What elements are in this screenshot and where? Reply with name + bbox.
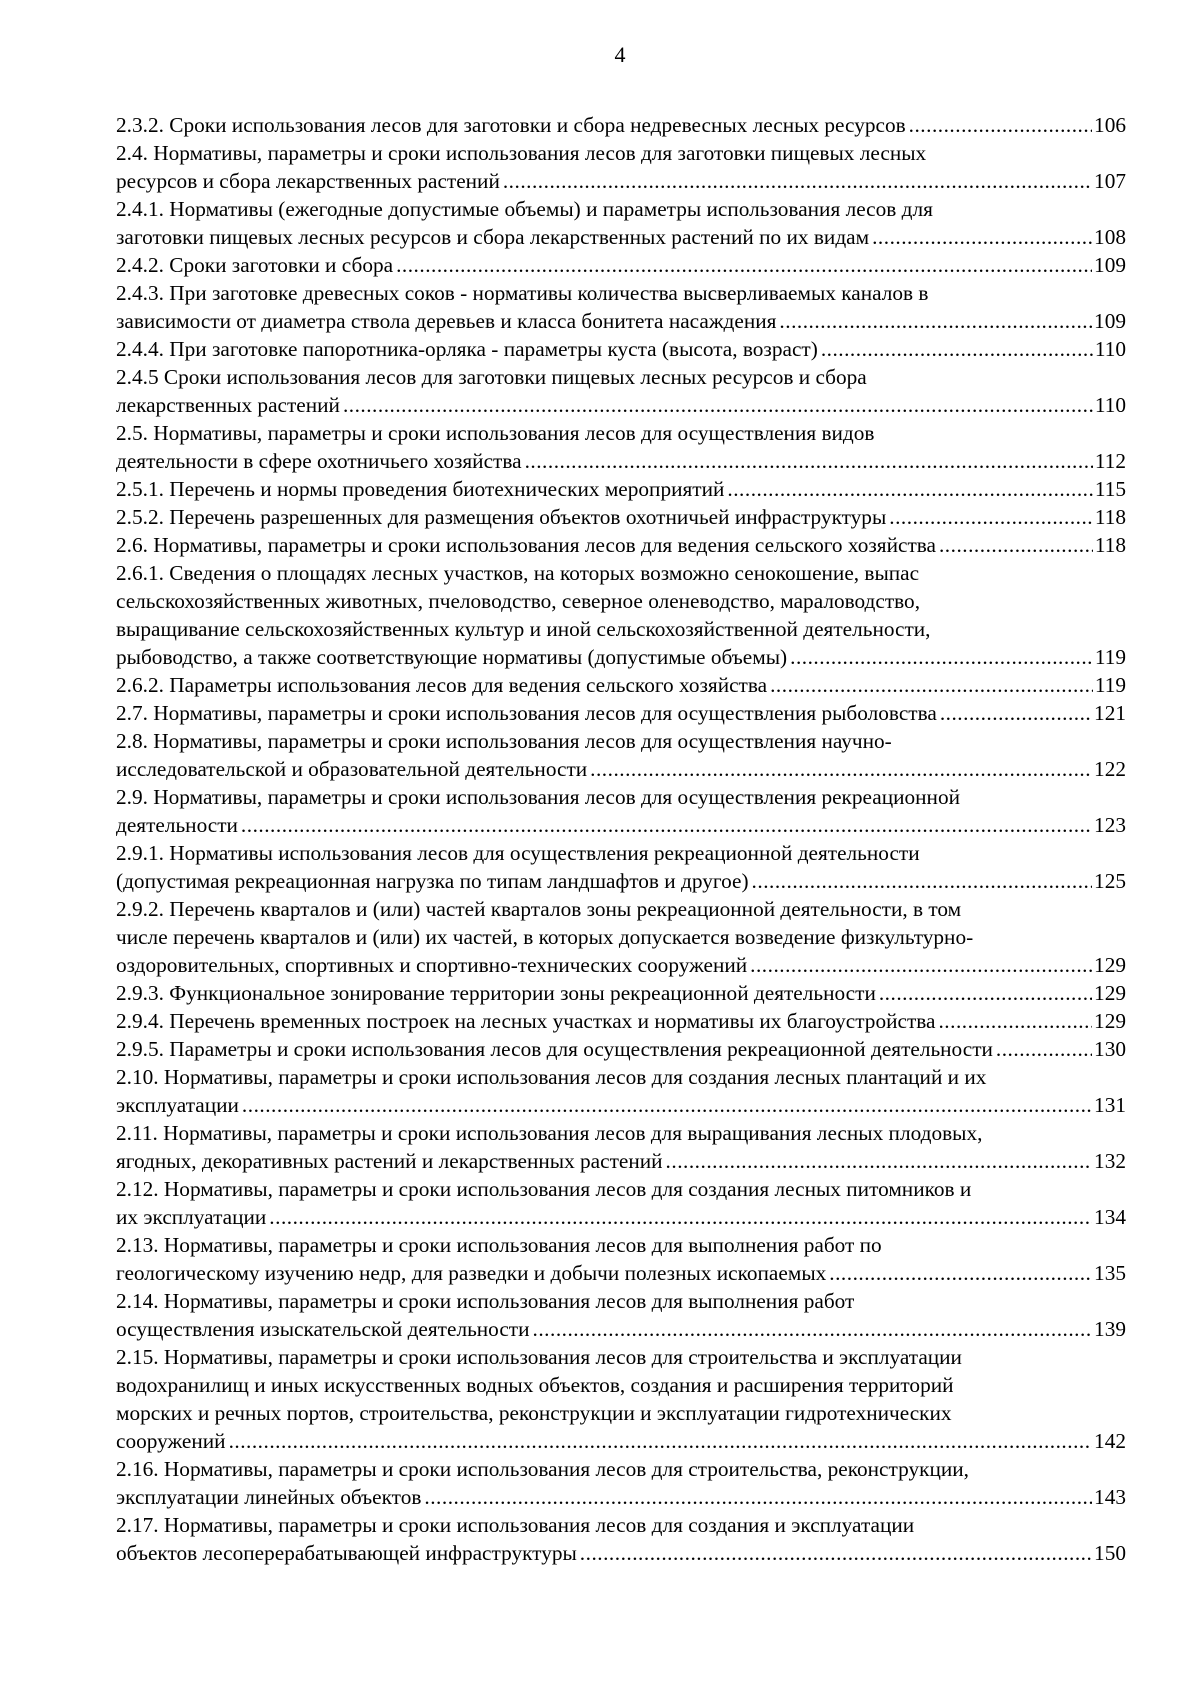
toc-entry-text: 2.6.2. Параметры использования лесов для ведения сельского хозяйства: [116, 673, 768, 697]
toc-page-number: 135: [1094, 1261, 1126, 1285]
toc-entry-text: 2.7. Нормативы, параметры и сроки использования лесов для осуществления рыболовства: [116, 701, 937, 725]
toc-page-number: 131: [1094, 1093, 1126, 1117]
toc-entry-text: исследовательской и образовательной деятельности: [116, 757, 588, 781]
dot-leader: [879, 979, 1092, 1007]
toc-entry[interactable]: [116, 1343, 1126, 1455]
toc-entry-line: [116, 391, 1126, 419]
toc-entry-text: 2.12. Нормативы, параметры и сроки использования лесов для создания лесных питомников и: [116, 1177, 972, 1201]
toc-entry-text: ягодных, декоративных растений и лекарственных растений: [116, 1149, 663, 1173]
toc-entry-text: 2.5.1. Перечень и нормы проведения биотехнических мероприятий: [116, 477, 725, 501]
toc-entry-text: 2.15. Нормативы, параметры и сроки использования лесов для строительства и эксплуатации: [116, 1345, 962, 1369]
toc-entry[interactable]: [116, 1287, 1126, 1343]
toc-entry-line: [116, 895, 1126, 923]
dot-leader: [938, 1007, 1092, 1035]
toc-entry-text: 2.9.2. Перечень кварталов и (или) частей кварталов зоны рекреационной деятельности, в том: [116, 897, 962, 921]
toc-entry-line: [116, 755, 1126, 783]
toc-entry-line: [116, 783, 1126, 811]
toc-entry[interactable]: [116, 1455, 1126, 1511]
dot-leader: [770, 671, 1093, 699]
toc-entry-text: выращивание сельскохозяйственных культур и иной сельскохозяйственной деятельности,: [116, 617, 931, 641]
toc-entry[interactable]: [116, 419, 1126, 475]
toc-entry-line: [116, 979, 1126, 1007]
toc-entry-line: [116, 251, 1126, 279]
toc-entry-line: [116, 1371, 1126, 1399]
toc-entry-line: [116, 923, 1126, 951]
toc-entry[interactable]: [116, 531, 1126, 559]
toc-entry-text: 2.9. Нормативы, параметры и сроки использования лесов для осуществления рекреационной: [116, 785, 961, 809]
dot-leader: [241, 811, 1092, 839]
toc-entry-text: деятельности: [116, 813, 238, 837]
toc-entry[interactable]: [116, 251, 1126, 279]
toc-entry-text: (допустимая рекреационная нагрузка по типам ландшафтов и другое): [116, 869, 749, 893]
toc-entry-line: [116, 475, 1126, 503]
toc-entry-line: [116, 1259, 1126, 1287]
toc-entry[interactable]: [116, 1511, 1126, 1567]
toc-entry[interactable]: [116, 503, 1126, 531]
toc-entry-line: [116, 1315, 1126, 1343]
toc-entry-line: [116, 1455, 1126, 1483]
toc-entry-text: геологическому изучению недр, для разведки и добычи полезных ископаемых: [116, 1261, 827, 1285]
dot-leader: [242, 1091, 1092, 1119]
toc-entry-line: [116, 1203, 1126, 1231]
dot-leader: [229, 1427, 1092, 1455]
toc-page-number: 129: [1094, 981, 1126, 1005]
toc-entry[interactable]: [116, 699, 1126, 727]
toc-page-number: 106: [1094, 113, 1126, 137]
dot-leader: [790, 643, 1093, 671]
toc-entry-text: 2.9.1. Нормативы использования лесов для осуществления рекреационной деятельности: [116, 841, 920, 865]
toc-entry-text: 2.5. Нормативы, параметры и сроки использования лесов для осуществления видов: [116, 421, 875, 445]
dot-leader: [752, 867, 1093, 895]
toc-entry-text: 2.4.1. Нормативы (ежегодные допустимые объемы) и параметры использования лесов для: [116, 197, 933, 221]
toc-page-number: 118: [1094, 505, 1126, 529]
toc-entry[interactable]: [116, 363, 1126, 419]
toc-page-number: 109: [1094, 253, 1126, 277]
toc-entry-line: [116, 503, 1126, 531]
toc-entry[interactable]: [116, 895, 1126, 979]
toc-entry-line: [116, 363, 1126, 391]
toc-entry[interactable]: [116, 139, 1126, 195]
dot-leader: [525, 447, 1093, 475]
dot-leader: [996, 1035, 1092, 1063]
toc-entry-line: [116, 1147, 1126, 1175]
toc-entry-line: [116, 1399, 1126, 1427]
dot-leader: [889, 503, 1093, 531]
toc-entry-line: [116, 307, 1126, 335]
toc-entry-line: [116, 111, 1126, 139]
toc-entry-text: рыбоводство, а также соответствующие нормативы (допустимые объемы): [116, 645, 788, 669]
toc-entry-text: 2.4.2. Сроки заготовки и сбора: [116, 253, 394, 277]
toc-entry-text: 2.4.5 Сроки использования лесов для заготовки пищевых лесных ресурсов и сбора: [116, 365, 867, 389]
toc-entry-line: [116, 643, 1126, 671]
toc-page-number: 129: [1094, 1009, 1126, 1033]
toc-entry-text: объектов лесоперерабатывающей инфраструктуры: [116, 1541, 577, 1565]
toc-entry-text: 2.5.2. Перечень разрешенных для размещения объектов охотничьей инфраструктуры: [116, 505, 887, 529]
toc-page-number: 142: [1094, 1429, 1126, 1453]
toc-entry-text: водохранилищ и иных искусственных водных объектов, создания и расширения территорий: [116, 1373, 954, 1397]
dot-leader: [727, 475, 1092, 503]
toc-entry-text: 2.17. Нормативы, параметры и сроки использования лесов для создания и эксплуатации: [116, 1513, 915, 1537]
toc-entry-line: [116, 1091, 1126, 1119]
toc-entry-text: эксплуатации: [116, 1093, 239, 1117]
toc-entry-line: [116, 1287, 1126, 1315]
toc-entry-text: 2.9.3. Функциональное зонирование территории зоны рекреационной деятельности: [116, 981, 876, 1005]
toc-entry-text: 2.9.5. Параметры и сроки использования лесов для осуществления рекреационной деятельности: [116, 1037, 993, 1061]
dot-leader: [269, 1203, 1092, 1231]
toc-page-number: 134: [1094, 1205, 1126, 1229]
toc-entry-text: морских и речных портов, строительства, реконструкции и эксплуатации гидротехнических: [116, 1401, 952, 1425]
toc-entry-line: [116, 839, 1126, 867]
toc-entry[interactable]: [116, 1063, 1126, 1119]
toc-entry-line: [116, 727, 1126, 755]
toc-entry-text: лекарственных растений: [116, 393, 340, 417]
toc-page-number: 118: [1094, 533, 1126, 557]
toc-entry-line: [116, 1483, 1126, 1511]
toc-page-number: 110: [1094, 393, 1126, 417]
toc-entry-line: [116, 1063, 1126, 1091]
toc-entry-line: [116, 951, 1126, 979]
toc-entry-line: [116, 1007, 1126, 1035]
toc-entry[interactable]: [116, 279, 1126, 335]
toc-page-number: 132: [1094, 1149, 1126, 1173]
toc-page-number: 125: [1094, 869, 1126, 893]
toc-entry-text: сельскохозяйственных животных, пчеловодство, северное оленеводство, мараловодство,: [116, 589, 921, 613]
dot-leader: [396, 251, 1092, 279]
toc-page-number: 130: [1094, 1037, 1126, 1061]
toc-entry-line: [116, 1539, 1126, 1567]
toc-entry[interactable]: [116, 671, 1126, 699]
toc-entry[interactable]: [116, 1175, 1126, 1231]
dot-leader: [750, 951, 1092, 979]
toc-entry-line: [116, 867, 1126, 895]
dot-leader: [821, 335, 1093, 363]
toc-entry-line: [116, 1035, 1126, 1063]
toc-entry-text: 2.16. Нормативы, параметры и сроки использования лесов для строительства, реконструкции,: [116, 1457, 969, 1481]
toc-entry-line: [116, 1343, 1126, 1371]
toc-page-number: 115: [1094, 477, 1126, 501]
toc-entry-text: 2.9.4. Перечень временных построек на лесных участках и нормативы их благоустройства: [116, 1009, 936, 1033]
toc-entry[interactable]: [116, 559, 1126, 671]
toc-entry-line: [116, 559, 1126, 587]
dot-leader: [909, 111, 1092, 139]
toc-entry[interactable]: [116, 1007, 1126, 1035]
toc-entry-text: эксплуатации линейных объектов: [116, 1485, 422, 1509]
toc-entry-line: [116, 699, 1126, 727]
dot-leader: [424, 1483, 1092, 1511]
toc-entry-text: 2.11. Нормативы, параметры и сроки использования лесов для выращивания лесных плодовых,: [116, 1121, 983, 1145]
toc-entry[interactable]: [116, 1231, 1126, 1287]
toc-entry-line: [116, 279, 1126, 307]
toc-entry-text: 2.10. Нормативы, параметры и сроки использования лесов для создания лесных плантаций и их: [116, 1065, 987, 1089]
toc-entry-text: деятельности в сфере охотничьего хозяйства: [116, 449, 522, 473]
toc-page-number: 121: [1094, 701, 1126, 725]
toc-entry[interactable]: [116, 475, 1126, 503]
toc-entry[interactable]: [116, 839, 1126, 895]
toc-entry-line: [116, 1175, 1126, 1203]
toc-page-number: 123: [1094, 813, 1126, 837]
toc-entry-line: [116, 419, 1126, 447]
toc-page-number: 122: [1094, 757, 1126, 781]
toc-entry-line: [116, 811, 1126, 839]
toc-entry-text: заготовки пищевых лесных ресурсов и сбора лекарственных растений по их видам: [116, 225, 870, 249]
toc-page-number: 129: [1094, 953, 1126, 977]
toc-page-number: 119: [1094, 673, 1126, 697]
toc-entry-line: [116, 1119, 1126, 1147]
toc-entry-line: [116, 167, 1126, 195]
toc-entry-text: 2.6. Нормативы, параметры и сроки использования лесов для ведения сельского хозяйства: [116, 533, 936, 557]
toc-entry-text: 2.4.3. При заготовке древесных соков - нормативы количества высверливаемых каналов в: [116, 281, 929, 305]
toc-entry-line: [116, 447, 1126, 475]
toc-entry[interactable]: [116, 1035, 1126, 1063]
dot-leader: [533, 1315, 1093, 1343]
dot-leader: [829, 1259, 1092, 1287]
toc-page-number: 108: [1094, 225, 1126, 249]
toc-entry-text: оздоровительных, спортивных и спортивно-технических сооружений: [116, 953, 748, 977]
toc-entry-text: их эксплуатации: [116, 1205, 267, 1229]
toc-entry-text: 2.8. Нормативы, параметры и сроки использования лесов для осуществления научно-: [116, 729, 892, 753]
toc-entry-text: 2.3.2. Сроки использования лесов для заготовки и сбора недревесных лесных ресурсов: [116, 113, 906, 137]
toc-page-number: 112: [1094, 449, 1126, 473]
toc-page-number: 150: [1094, 1541, 1126, 1565]
dot-leader: [580, 1539, 1092, 1567]
toc-entry-line: [116, 335, 1126, 363]
toc-entry-line: [116, 139, 1126, 167]
toc-entry-line: [116, 1427, 1126, 1455]
dot-leader: [940, 699, 1092, 727]
toc-page-number: 109: [1094, 309, 1126, 333]
dot-leader: [590, 755, 1092, 783]
toc-entry-text: числе перечень кварталов и (или) их частей, в которых допускается возведение физкультурно-: [116, 925, 974, 949]
dot-leader: [939, 531, 1093, 559]
toc-entry[interactable]: [116, 783, 1126, 839]
toc-entry[interactable]: [116, 1119, 1126, 1175]
toc-entry-line: [116, 195, 1126, 223]
toc-entry-text: 2.6.1. Сведения о площадях лесных участков, на которых возможно сенокошение, выпас: [116, 561, 920, 585]
toc-page-number: 119: [1094, 645, 1126, 669]
dot-leader: [503, 167, 1092, 195]
toc-entry-text: 2.13. Нормативы, параметры и сроки использования лесов для выполнения работ по: [116, 1233, 882, 1257]
toc-page-number: 139: [1094, 1317, 1126, 1341]
toc-entry-line: [116, 531, 1126, 559]
toc-entry-line: [116, 587, 1126, 615]
toc-entry-line: [116, 1511, 1126, 1539]
toc-entry-text: осуществления изыскательской деятельности: [116, 1317, 530, 1341]
table-of-contents: [116, 111, 1126, 1567]
toc-entry[interactable]: [116, 979, 1126, 1007]
toc-entry-line: [116, 615, 1126, 643]
toc-entry[interactable]: [116, 111, 1126, 139]
toc-entry-text: 2.4. Нормативы, параметры и сроки использования лесов для заготовки пищевых лесных: [116, 141, 927, 165]
toc-page-number: 110: [1094, 337, 1126, 361]
page-number: 4: [614, 42, 626, 67]
toc-entry-text: ресурсов и сбора лекарственных растений: [116, 169, 500, 193]
toc-entry-text: сооружений: [116, 1429, 226, 1453]
toc-entry[interactable]: [116, 727, 1126, 783]
toc-entry-text: зависимости от диаметра ствола деревьев и класса бонитета насаждения: [116, 309, 777, 333]
toc-entry[interactable]: [116, 195, 1126, 251]
toc-entry-line: [116, 223, 1126, 251]
toc-page-number: 143: [1094, 1485, 1126, 1509]
dot-leader: [779, 307, 1092, 335]
dot-leader: [343, 391, 1093, 419]
toc-page-number: 107: [1094, 169, 1126, 193]
toc-entry-text: 2.4.4. При заготовке папоротника-орляка - параметры куста (высота, возраст): [116, 337, 818, 361]
toc-entry-line: [116, 1231, 1126, 1259]
dot-leader: [872, 223, 1092, 251]
toc-entry-line: [116, 671, 1126, 699]
toc-entry-text: 2.14. Нормативы, параметры и сроки использования лесов для выполнения работ: [116, 1289, 855, 1313]
dot-leader: [666, 1147, 1093, 1175]
toc-entry[interactable]: [116, 335, 1126, 363]
